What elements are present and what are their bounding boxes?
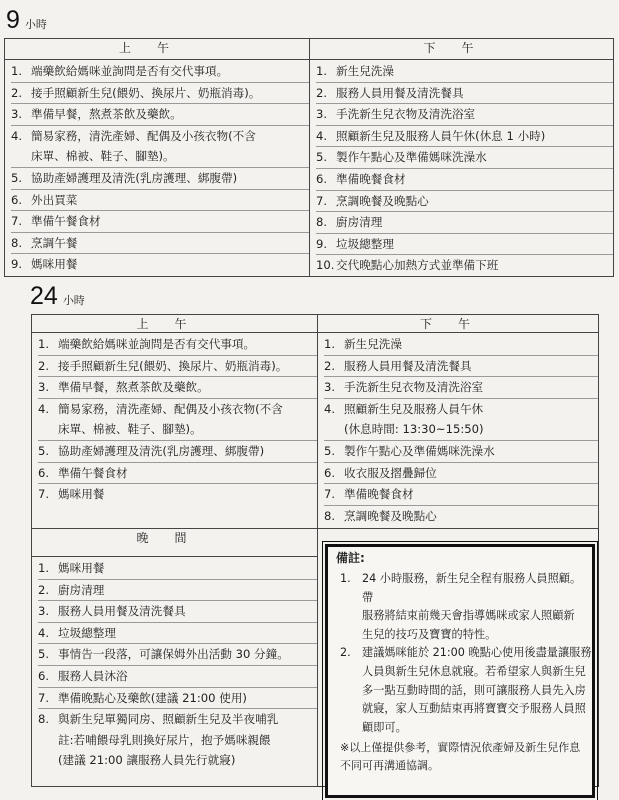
task-number: 2. bbox=[38, 358, 50, 373]
task-item bbox=[38, 377, 317, 399]
task-text: 準備午餐食材 bbox=[58, 465, 128, 480]
task-item bbox=[324, 399, 598, 441]
task-item bbox=[324, 463, 598, 485]
task-text: 廚房清理 bbox=[336, 215, 383, 230]
task-number: 3. bbox=[11, 107, 23, 122]
task-body bbox=[336, 83, 613, 104]
task-number: 8. bbox=[11, 235, 23, 250]
pm-header: 下午 bbox=[318, 315, 599, 333]
task-body bbox=[58, 377, 317, 398]
task-text: 服務人員沐浴 bbox=[58, 668, 128, 683]
task-body bbox=[336, 61, 613, 82]
task-item bbox=[38, 463, 317, 485]
task-item bbox=[11, 211, 309, 233]
task-text: 與新生兒單獨同房、照顧新生兒及半夜哺乳 bbox=[58, 712, 279, 727]
am-task-list bbox=[32, 333, 317, 505]
task-body bbox=[31, 254, 309, 275]
section-9h-title bbox=[6, 6, 47, 35]
task-item bbox=[38, 484, 317, 505]
task-number: 4. bbox=[11, 128, 23, 143]
task-text: 準備晚點心及藥飲(建議 21:00 使用) bbox=[58, 690, 247, 705]
note-line: 建議媽咪能於 21:00 晚點心使用後盡量讓服務 bbox=[362, 646, 592, 660]
task-body bbox=[336, 147, 613, 168]
task-text: 交代晚點心加熱方式並準備下班 bbox=[336, 258, 499, 273]
task-body bbox=[344, 334, 598, 355]
task-item bbox=[316, 126, 613, 148]
notes-box bbox=[325, 544, 595, 798]
task-body bbox=[336, 104, 613, 125]
note-line: 服務將結束前幾天會指導媽咪或家人照顧新 bbox=[362, 609, 575, 623]
task-text: 手洗新生兒衣物及清洗浴室 bbox=[344, 380, 484, 395]
task-body bbox=[58, 484, 317, 505]
task-text-continued: (建議 21:00 讓服務人員先行就寢) bbox=[58, 753, 236, 768]
task-text: 接手照顧新生兒(餵奶、換尿片、奶瓶消毒)。 bbox=[31, 85, 261, 100]
note-line: 24 小時服務，新生兒全程有服務人員照顧。帶 bbox=[362, 572, 582, 604]
note-line: 人員與新生兒休息就寢。若希望家人與新生兒 bbox=[362, 664, 586, 678]
task-text-continued: 床單、棉被、鞋子、腳墊)。 bbox=[58, 422, 202, 437]
task-item bbox=[38, 558, 317, 580]
evening-header: 晚間 bbox=[32, 529, 318, 557]
task-number: 6. bbox=[11, 192, 23, 207]
note-line: 就寢，家人互動結束再將寶寶交予服務人員照 bbox=[362, 702, 586, 716]
task-text: 新生兒洗澡 bbox=[344, 337, 402, 351]
task-body bbox=[31, 168, 309, 189]
task-item bbox=[38, 666, 317, 688]
task-item bbox=[316, 147, 613, 169]
task-number: 7. bbox=[38, 690, 50, 705]
task-body bbox=[58, 623, 317, 644]
task-text: 事情告一段落，可讓保姆外出活動 30 分鐘。 bbox=[58, 647, 289, 662]
note-item bbox=[328, 570, 592, 644]
task-item bbox=[38, 441, 317, 463]
task-number: 10. bbox=[316, 258, 335, 273]
task-number: 8. bbox=[316, 215, 328, 230]
task-item bbox=[11, 254, 309, 275]
task-body bbox=[344, 484, 598, 505]
task-text: 製作午點心及準備媽咪洗澡水 bbox=[336, 150, 487, 165]
task-item bbox=[324, 441, 598, 463]
task-body bbox=[58, 441, 317, 462]
task-text: 協助產婦護理及清洗(乳房護理、綁腹帶) bbox=[31, 170, 238, 185]
task-number: 7. bbox=[11, 214, 23, 229]
task-item bbox=[316, 234, 613, 256]
task-number: 3. bbox=[38, 380, 50, 395]
task-text: 手洗新生兒衣物及清洗浴室 bbox=[336, 107, 476, 122]
task-body bbox=[31, 190, 309, 211]
task-number: 1. bbox=[11, 64, 23, 78]
task-body bbox=[344, 356, 598, 377]
task-body bbox=[344, 506, 598, 527]
task-number: 7. bbox=[316, 193, 328, 208]
am-task-list bbox=[5, 60, 309, 275]
task-text: 簡易家務，清洗產婦、配偶及小孩衣物(不含 bbox=[58, 401, 283, 416]
task-item bbox=[38, 356, 317, 378]
task-number: 6. bbox=[316, 171, 328, 186]
task-number: 7. bbox=[38, 487, 50, 502]
am-header: 上午 bbox=[32, 315, 318, 333]
task-number: 7. bbox=[324, 487, 336, 502]
task-text-continued: (休息時間: 13:30~15:50) bbox=[344, 422, 484, 437]
task-number: 6. bbox=[38, 465, 50, 480]
note-line: 多一點互動時間的話，則可讓服務人員先入房 bbox=[362, 683, 586, 697]
task-text: 協助產婦護理及清洗(乳房護理、綁腹帶) bbox=[58, 443, 265, 458]
task-body bbox=[58, 558, 317, 579]
task-text-continued: 註:若哺餵母乳則換好尿片，抱予媽咪親餵 bbox=[58, 732, 271, 747]
task-text: 廚房清理 bbox=[58, 582, 105, 597]
task-body bbox=[344, 441, 598, 462]
task-text-continued: 床單、棉被、鞋子、腳墊)。 bbox=[31, 149, 175, 164]
task-item bbox=[316, 255, 613, 276]
task-item bbox=[11, 126, 309, 168]
task-item bbox=[38, 623, 317, 645]
task-body bbox=[336, 234, 613, 255]
task-number: 1. bbox=[38, 561, 50, 575]
task-number: 5. bbox=[38, 647, 50, 662]
task-text: 服務人員用餐及清洗餐具 bbox=[344, 358, 472, 373]
task-text: 收衣服及摺疊歸位 bbox=[344, 465, 437, 480]
notes-title: 備註: bbox=[336, 551, 365, 565]
pm-task-list bbox=[310, 60, 613, 276]
task-item bbox=[38, 334, 317, 356]
task-text: 照顧新生兒及服務人員午休 bbox=[344, 401, 484, 416]
task-item bbox=[316, 169, 613, 191]
task-body bbox=[58, 399, 317, 440]
schedule-9h-table bbox=[4, 38, 614, 277]
note-item bbox=[328, 644, 592, 737]
task-text: 媽咪用餐 bbox=[58, 561, 105, 575]
task-number: 1. bbox=[324, 337, 336, 351]
task-text: 端藥飲給媽咪並詢問是否有交代事項。 bbox=[58, 337, 256, 351]
task-text: 準備早餐，熬煮茶飲及藥飲。 bbox=[31, 107, 182, 122]
task-text: 端藥飲給媽咪並詢問是否有交代事項。 bbox=[31, 64, 229, 78]
task-text: 烹調晚餐及晚點心 bbox=[344, 508, 437, 523]
task-body bbox=[58, 356, 317, 377]
note-body bbox=[362, 644, 592, 737]
pm-task-list bbox=[318, 333, 598, 526]
task-text: 照顧新生兒及服務人員午休(休息 1 小時) bbox=[336, 128, 546, 143]
task-item bbox=[38, 644, 317, 666]
task-number: 9. bbox=[316, 236, 328, 251]
task-number: 6. bbox=[324, 465, 336, 480]
task-body bbox=[31, 126, 309, 167]
task-text: 準備午餐食材 bbox=[31, 214, 101, 229]
task-body bbox=[336, 255, 613, 276]
task-body bbox=[344, 377, 598, 398]
task-number: 2. bbox=[38, 582, 50, 597]
task-number: 9. bbox=[11, 257, 23, 272]
task-body bbox=[31, 83, 309, 104]
task-item bbox=[324, 506, 598, 527]
task-body bbox=[31, 233, 309, 254]
task-body bbox=[31, 61, 309, 82]
task-text: 服務人員用餐及清洗餐具 bbox=[58, 604, 186, 619]
evening-task-list bbox=[32, 557, 317, 771]
note-footer-line: 不同可再溝通協調。 bbox=[340, 759, 439, 773]
task-body bbox=[58, 688, 317, 709]
task-number: 3. bbox=[324, 380, 336, 395]
task-body bbox=[344, 463, 598, 484]
task-item bbox=[11, 168, 309, 190]
task-number: 8. bbox=[38, 712, 50, 727]
task-number: 3. bbox=[38, 604, 50, 619]
task-number: 2. bbox=[11, 85, 23, 100]
task-item bbox=[38, 709, 317, 771]
task-body bbox=[336, 169, 613, 190]
task-item bbox=[324, 377, 598, 399]
task-number: 1. bbox=[38, 337, 50, 351]
task-body bbox=[58, 580, 317, 601]
task-item bbox=[38, 399, 317, 441]
task-item bbox=[324, 484, 598, 506]
note-line: 顧即可。 bbox=[362, 720, 407, 734]
task-item bbox=[324, 356, 598, 378]
task-number: 3. bbox=[316, 107, 328, 122]
note-footer-line: ※以上僅提供參考，實際情況依產婦及新生兒作息 bbox=[340, 741, 581, 755]
task-item bbox=[11, 61, 309, 83]
task-body bbox=[58, 601, 317, 622]
section-24h-title bbox=[30, 282, 85, 311]
section-9h-number: 9 bbox=[6, 6, 20, 34]
task-number: 2. bbox=[316, 85, 328, 100]
task-body bbox=[58, 644, 317, 665]
task-text: 接手照顧新生兒(餵奶、換尿片、奶瓶消毒)。 bbox=[58, 358, 288, 373]
task-text: 準備晚餐食材 bbox=[336, 171, 406, 186]
task-body bbox=[336, 126, 613, 147]
task-number: 4. bbox=[316, 128, 328, 143]
task-item bbox=[324, 334, 598, 356]
task-item bbox=[38, 601, 317, 623]
task-text: 垃圾總整理 bbox=[336, 236, 394, 251]
task-text: 媽咪用餐 bbox=[58, 487, 105, 502]
task-body bbox=[31, 104, 309, 125]
task-body bbox=[336, 191, 613, 212]
task-number: 4. bbox=[324, 401, 336, 416]
note-body bbox=[362, 570, 592, 644]
task-text: 製作午點心及準備媽咪洗澡水 bbox=[344, 443, 495, 458]
task-text: 新生兒洗澡 bbox=[336, 64, 394, 78]
task-text: 烹調晚餐及晚點心 bbox=[336, 193, 429, 208]
task-body bbox=[31, 211, 309, 232]
task-number: 5. bbox=[324, 443, 336, 458]
task-text: 外出買菜 bbox=[31, 192, 78, 207]
task-number: 5. bbox=[11, 170, 23, 185]
task-text: 垃圾總整理 bbox=[58, 625, 116, 640]
task-text: 準備晚餐食材 bbox=[344, 487, 414, 502]
task-body bbox=[58, 463, 317, 484]
notes-footer bbox=[328, 737, 592, 775]
task-item bbox=[11, 83, 309, 105]
task-text: 簡易家務，清洗產婦、配偶及小孩衣物(不含 bbox=[31, 128, 256, 143]
section-9h-unit: 小時 bbox=[24, 18, 47, 31]
task-text: 烹調午餐 bbox=[31, 235, 78, 250]
task-item bbox=[38, 580, 317, 602]
note-number: 2. bbox=[340, 646, 351, 660]
task-number: 8. bbox=[324, 508, 336, 523]
task-item bbox=[316, 191, 613, 213]
task-body bbox=[344, 399, 598, 440]
task-item bbox=[11, 233, 309, 255]
task-item bbox=[38, 688, 317, 710]
task-number: 1. bbox=[316, 64, 328, 78]
task-item bbox=[11, 190, 309, 212]
note-number: 1. bbox=[340, 572, 351, 585]
task-body bbox=[336, 212, 613, 233]
task-number: 5. bbox=[316, 150, 328, 165]
task-number: 4. bbox=[38, 625, 50, 640]
task-item bbox=[316, 104, 613, 126]
task-number: 2. bbox=[324, 358, 336, 373]
pm-header: 下午 bbox=[310, 39, 614, 60]
task-body bbox=[58, 709, 317, 771]
task-text: 媽咪用餐 bbox=[31, 257, 78, 272]
task-item bbox=[316, 61, 613, 83]
task-item bbox=[316, 83, 613, 105]
section-24h-number: 24 bbox=[30, 282, 58, 310]
task-number: 4. bbox=[38, 401, 50, 416]
task-body bbox=[58, 666, 317, 687]
task-item bbox=[11, 104, 309, 126]
task-text: 準備早餐，熬煮茶飲及藥飲。 bbox=[58, 380, 209, 395]
task-item bbox=[316, 212, 613, 234]
task-body bbox=[58, 334, 317, 355]
note-line: 生兒的技巧及寶寶的特性。 bbox=[362, 627, 497, 641]
task-number: 5. bbox=[38, 443, 50, 458]
section-24h-unit: 小時 bbox=[62, 294, 85, 307]
am-header: 上午 bbox=[5, 39, 310, 60]
task-text: 服務人員用餐及清洗餐具 bbox=[336, 85, 464, 100]
task-number: 6. bbox=[38, 668, 50, 683]
